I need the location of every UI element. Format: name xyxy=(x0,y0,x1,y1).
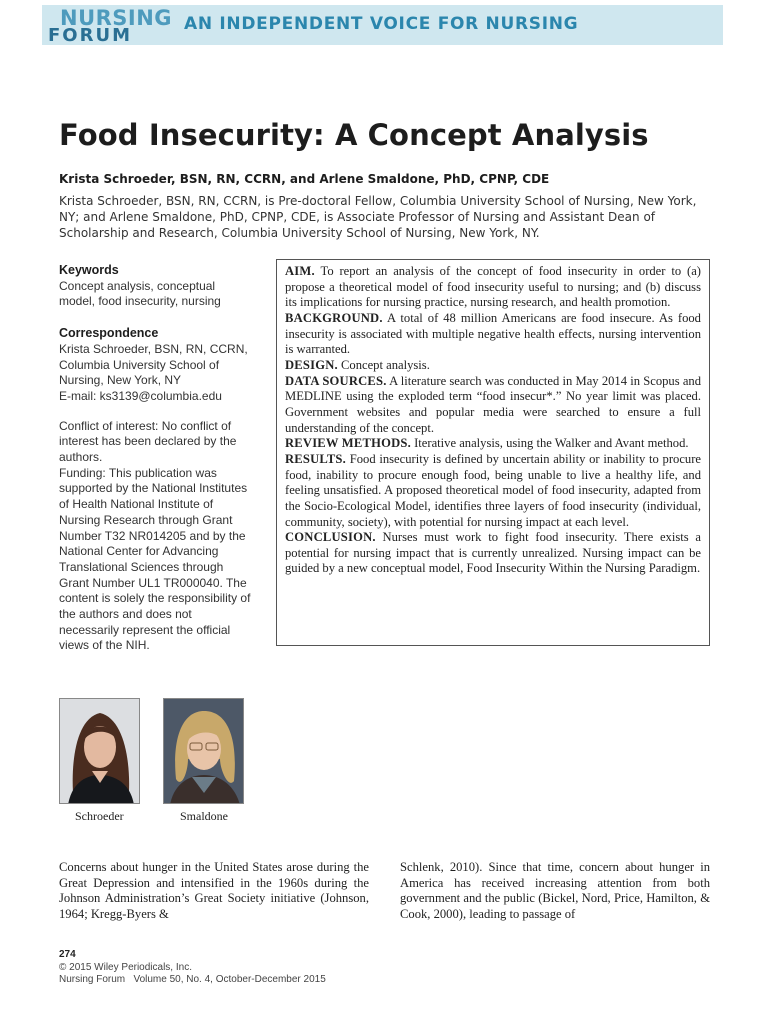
abstract-aim: AIM. To report an analysis of the concept of food insecurity in order to (a) propose a theoretical model of food insecurity useful to nursing; and (b) discuss its implications for nursing practice, nursing research, and health promotion. xyxy=(285,264,701,310)
journal-logo xyxy=(48,6,173,44)
citation-line: Nursing Forum Volume 50, No. 4, October-December 2015 xyxy=(59,974,326,985)
abstract-data-sources: DATA SOURCES. A literature search was conducted in May 2014 in Scopus and MEDLINE using the exploded term “food insecur*.” No year limit was placed. Government websites and popular media were searched to ensure a full understanding of the concept. xyxy=(285,373,701,435)
page-number: 274 xyxy=(59,949,76,960)
page-footer xyxy=(59,949,326,987)
email-link[interactable]: E-mail: ks3139@columbia.edu xyxy=(59,388,222,403)
abstract-background: BACKGROUND. A total of 48 million Americans are food insecure. As food insecurity is associated with multiple negative health effects, nursing intervention is warranted. xyxy=(285,310,701,357)
conflict-statement: Conflict of interest: No conflict of interest has been declared by the authors. xyxy=(59,418,237,465)
author-affiliation: Krista Schroeder, BSN, RN, CCRN, is Pre-doctoral Fellow, Columbia University School of Nursing, New York, NY; and Arlene Smaldone, PhD, CPNP, CDE, is Associate Professor of Nursing and Assistant Dean of Scholarship and Research, Columbia University School of Nursing, New York, NY. xyxy=(59,194,697,240)
article-title: Food Insecurity: A Concept Analysis xyxy=(59,118,649,152)
abstract-results: RESULTS. Food insecurity is defined by uncertain ability or inability to procure food, inability to procure enough food, being unable to live a healthy life, and feeling unsatisfied. A proposed theoretical model of food insecurity, adapted from the Socio-Ecological Model, identifies three layers of food insecurity (individual, community, society), with potential for nursing impact at each level. xyxy=(285,451,701,529)
abstract-design: DESIGN. Concept analysis. xyxy=(285,357,430,372)
article-sidebar xyxy=(59,263,254,654)
correspondence-text: Krista Schroeder, BSN, RN, CCRN, Columbia University School of Nursing, New York, NY xyxy=(59,341,248,388)
abstract-conclusion: CONCLUSION. Nurses must work to fight food insecurity. There exists a potential for nursing impact that is currently unrealized. Nursing impact can be guided by a new conceptual model, Food Insecurity Within the Nursing Paradigm. xyxy=(285,530,701,576)
photo-caption-schroeder: Schroeder xyxy=(75,809,124,823)
funding-statement: Funding: This publication was supported by the National Institutes of Health National Institute of Nursing Research through Grant Number T32 NR014205 and by the National Center for Advancing Translational Sciences through Grant Number UL1 TR000040. The content is solely the responsibility of the authors and does not necessarily represent the official views of the NIH. xyxy=(59,465,251,653)
author-photo-smaldone xyxy=(163,698,244,804)
logo-line1: NURSING xyxy=(60,6,173,30)
keywords-heading: Keywords xyxy=(59,263,119,277)
article-authors: Krista Schroeder, BSN, RN, CCRN, and Arlene Smaldone, PhD, CPNP, CDE xyxy=(59,172,550,186)
journal-tagline: AN INDEPENDENT VOICE FOR NURSING xyxy=(184,14,579,34)
photo-caption-smaldone: Smaldone xyxy=(180,809,228,823)
abstract-box xyxy=(276,259,710,646)
abstract-review-methods: REVIEW METHODS. Iterative analysis, using the Walker and Avant method. xyxy=(285,436,689,451)
author-photo-schroeder xyxy=(59,698,140,804)
copyright-line: © 2015 Wiley Periodicals, Inc. xyxy=(59,961,192,973)
body-column-right: Schlenk, 2010). Since that time, concern about hunger in America has received increasing attention from both government and the public (Bickel, Nord, Price, Hamilton, & Cook, 2000), leading to passage of xyxy=(400,860,710,921)
correspondence-heading: Correspondence xyxy=(59,326,159,341)
keywords-text: Concept analysis, conceptual model, food insecurity, nursing xyxy=(59,278,221,309)
body-column-left: Concerns about hunger in the United States arose during the Great Depression and intensified in the 1960s during the Johnson Administration’s Great Society initiative (Johnson, 1964; Kregg-Byers & xyxy=(59,860,369,921)
logo-line2: FORUM xyxy=(48,25,132,46)
